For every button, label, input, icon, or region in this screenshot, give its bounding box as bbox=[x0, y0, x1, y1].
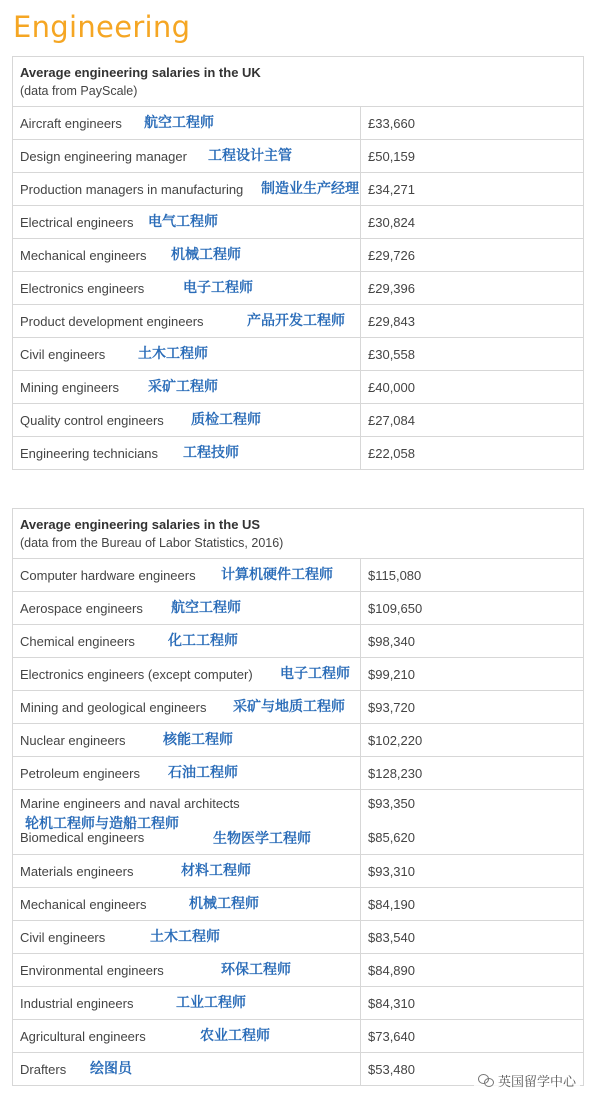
row-chinese-label: 工业工程师 bbox=[176, 995, 246, 1011]
row-salary: £29,726 bbox=[361, 239, 584, 272]
row-salary: $93,720 bbox=[361, 691, 584, 724]
table-row bbox=[13, 757, 584, 790]
row-english-label: Computer hardware engineers bbox=[20, 567, 196, 583]
us-table-title: Average engineering salaries in the US bbox=[20, 516, 261, 532]
row-salary: £33,660 bbox=[361, 107, 584, 140]
row-english-label: Marine engineers and naval architects bbox=[20, 796, 240, 811]
table-row bbox=[13, 371, 584, 404]
row-chinese-label: 电气工程师 bbox=[148, 214, 218, 230]
row-chinese-label: 材料工程师 bbox=[181, 863, 251, 879]
row-english-label: Petroleum engineers bbox=[20, 765, 140, 781]
row-english-label: Electrical engineers bbox=[20, 214, 134, 230]
row-salary: $102,220 bbox=[361, 724, 584, 757]
row-salary: $73,640 bbox=[361, 1020, 584, 1053]
row-salary: $84,890 bbox=[361, 954, 584, 987]
row-salary: $99,210 bbox=[361, 658, 584, 691]
table-row bbox=[13, 559, 584, 592]
row-english-label: Agricultural engineers bbox=[20, 1028, 146, 1044]
row-salary: £50,159 bbox=[361, 140, 584, 173]
row-salary: £34,271 bbox=[361, 173, 584, 206]
row-chinese-label: 航空工程师 bbox=[144, 115, 214, 131]
row-salary: $93,310 bbox=[361, 855, 584, 888]
table-row bbox=[13, 239, 584, 272]
row-chinese-label: 土木工程师 bbox=[150, 929, 220, 945]
row-english-label: Mechanical engineers bbox=[20, 247, 147, 263]
table-row bbox=[13, 855, 584, 888]
row-english-label: Civil engineers bbox=[20, 929, 106, 945]
table-header bbox=[13, 57, 584, 107]
table-row bbox=[13, 404, 584, 437]
row-english-label: Biomedical engineers bbox=[20, 830, 145, 845]
table-row bbox=[13, 272, 584, 305]
row-chinese-label: 核能工程师 bbox=[163, 732, 233, 748]
table-row bbox=[13, 921, 584, 954]
row-chinese-label: 工程设计主管 bbox=[208, 148, 292, 164]
row-salary: $83,540 bbox=[361, 921, 584, 954]
table-row bbox=[13, 954, 584, 987]
row-chinese-label: 绘图员 bbox=[90, 1061, 132, 1077]
table-row bbox=[13, 658, 584, 691]
row-chinese-label: 航空工程师 bbox=[171, 600, 241, 616]
row-chinese-label: 石油工程师 bbox=[168, 765, 238, 781]
uk-table-subtitle: (data from PayScale) bbox=[20, 83, 138, 98]
row-chinese-label: 机械工程师 bbox=[171, 247, 241, 263]
wechat-icon bbox=[478, 1074, 494, 1088]
row-chinese-label: 工程技师 bbox=[183, 445, 239, 461]
row-salary: $85,620 bbox=[368, 830, 415, 845]
row-english-label: Electronics engineers (except computer) bbox=[20, 666, 253, 682]
row-english-label: Aerospace engineers bbox=[20, 600, 143, 616]
watermark bbox=[474, 1069, 580, 1092]
row-english-label: Design engineering manager bbox=[20, 148, 187, 164]
row-english-label: Drafters bbox=[20, 1061, 67, 1077]
row-chinese-label: 采矿工程师 bbox=[148, 379, 218, 395]
row-english-label: Mechanical engineers bbox=[20, 896, 147, 912]
row-chinese-label: 制造业生产经理 bbox=[261, 181, 359, 197]
row-salary: $53,480 bbox=[361, 1053, 584, 1086]
row-chinese-label: 轮机工程师与造船工程师 bbox=[25, 816, 179, 832]
row-chinese-label: 化工工程师 bbox=[168, 633, 238, 649]
row-chinese-label: 采矿与地质工程师 bbox=[233, 699, 345, 715]
table-row bbox=[13, 140, 584, 173]
table-row bbox=[13, 437, 584, 470]
table-row bbox=[13, 724, 584, 757]
row-chinese-label: 农业工程师 bbox=[200, 1028, 270, 1044]
row-english-label: Mining engineers bbox=[20, 379, 120, 395]
row-english-label: Production managers in manufacturing bbox=[20, 181, 244, 197]
watermark-text: 英国留学中心 bbox=[497, 1074, 576, 1089]
row-salary: $128,230 bbox=[361, 757, 584, 790]
table-row bbox=[13, 790, 584, 855]
row-chinese-label: 电子工程师 bbox=[183, 280, 253, 296]
row-english-label: Aircraft engineers bbox=[20, 115, 122, 131]
row-english-label: Environmental engineers bbox=[20, 962, 164, 978]
table-header bbox=[13, 509, 584, 559]
table-row bbox=[13, 206, 584, 239]
row-chinese-label: 机械工程师 bbox=[189, 896, 259, 912]
table-row bbox=[13, 1020, 584, 1053]
table-row bbox=[13, 987, 584, 1020]
row-chinese-label: 产品开发工程师 bbox=[247, 313, 345, 329]
table-row bbox=[13, 305, 584, 338]
row-english-label: Quality control engineers bbox=[20, 412, 164, 428]
row-english-label: Product development engineers bbox=[20, 313, 204, 329]
row-chinese-label: 计算机硬件工程师 bbox=[221, 567, 333, 583]
row-english-label: Engineering technicians bbox=[20, 445, 159, 461]
us-salary-table bbox=[12, 508, 584, 1086]
row-salary: £30,558 bbox=[361, 338, 584, 371]
row-english-label: Nuclear engineers bbox=[20, 732, 126, 748]
us-table-subtitle: (data from the Bureau of Labor Statistics, 2016) bbox=[20, 535, 284, 550]
uk-salary-table bbox=[12, 56, 584, 470]
row-salary: $109,650 bbox=[361, 592, 584, 625]
row-salary: £22,058 bbox=[361, 437, 584, 470]
uk-table-title: Average engineering salaries in the UK bbox=[20, 64, 261, 80]
table-row bbox=[13, 107, 584, 140]
row-salary: $98,340 bbox=[361, 625, 584, 658]
row-english-label: Civil engineers bbox=[20, 346, 106, 362]
row-chinese-label: 土木工程师 bbox=[138, 346, 208, 362]
row-english-label: Electronics engineers bbox=[20, 280, 145, 296]
table-row bbox=[13, 592, 584, 625]
row-salary: $84,310 bbox=[361, 987, 584, 1020]
row-salary: $93,350 bbox=[368, 796, 415, 811]
row-salary: £29,396 bbox=[361, 272, 584, 305]
row-salary: £40,000 bbox=[361, 371, 584, 404]
row-english-label: Mining and geological engineers bbox=[20, 699, 207, 715]
row-chinese-label: 电子工程师 bbox=[280, 666, 350, 682]
row-english-label: Industrial engineers bbox=[20, 995, 134, 1011]
table-row bbox=[13, 625, 584, 658]
row-chinese-label: 质检工程师 bbox=[191, 412, 261, 428]
table-row bbox=[13, 173, 584, 206]
page-title: Engineering bbox=[13, 10, 191, 44]
row-salary: $115,080 bbox=[361, 559, 584, 592]
row-salary: £29,843 bbox=[361, 305, 584, 338]
row-chinese-label: 生物医学工程师 bbox=[213, 831, 311, 847]
row-salary: $84,190 bbox=[361, 888, 584, 921]
row-salary: £27,084 bbox=[361, 404, 584, 437]
row-english-label: Chemical engineers bbox=[20, 633, 135, 649]
row-salary: £30,824 bbox=[361, 206, 584, 239]
row-chinese-label: 环保工程师 bbox=[221, 962, 291, 978]
row-english-label: Materials engineers bbox=[20, 863, 134, 879]
table-row bbox=[13, 691, 584, 724]
table-row bbox=[13, 338, 584, 371]
table-row bbox=[13, 888, 584, 921]
